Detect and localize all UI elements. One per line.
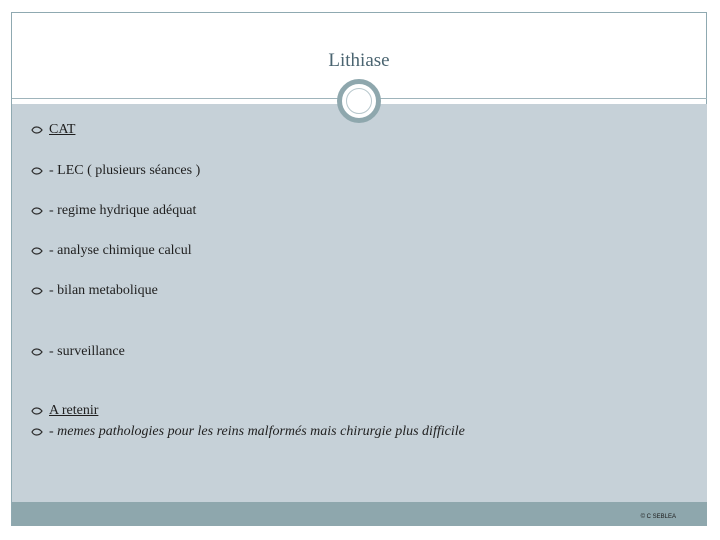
arrow-bullet-icon — [31, 125, 43, 135]
arrow-bullet-icon — [31, 406, 43, 416]
decorative-circle-inner — [346, 88, 372, 114]
bullet-text: - surveillance — [49, 344, 125, 359]
bullet-text: A retenir — [49, 403, 99, 418]
arrow-bullet-icon — [31, 206, 43, 216]
arrow-bullet-icon — [31, 286, 43, 296]
bullet-item — [31, 283, 158, 299]
bullet-item — [31, 424, 465, 440]
footer-bar — [12, 502, 707, 526]
bullet-text: - bilan metabolique — [49, 283, 158, 298]
bullet-item — [31, 344, 125, 360]
bullet-item — [31, 203, 196, 219]
decorative-circle-icon — [337, 79, 381, 123]
footer-copyright: © C SEBLEA — [640, 514, 676, 520]
arrow-bullet-icon — [31, 347, 43, 357]
bullet-text: - memes pathologies pour les reins malformés mais chirurgie plus difficile — [49, 424, 465, 439]
bullet-item — [31, 243, 192, 259]
bullet-text: - analyse chimique calcul — [49, 243, 192, 258]
bullet-item — [31, 122, 75, 138]
arrow-bullet-icon — [31, 246, 43, 256]
bullet-text: CAT — [49, 122, 76, 137]
bullet-text: - LEC ( plusieurs séances ) — [49, 163, 201, 178]
bullet-text: - regime hydrique adéquat — [49, 203, 197, 218]
bullet-item — [31, 403, 98, 419]
arrow-bullet-icon — [31, 427, 43, 437]
slide-title: Lithiase — [328, 50, 390, 71]
bullet-item — [31, 163, 200, 179]
arrow-bullet-icon — [31, 166, 43, 176]
